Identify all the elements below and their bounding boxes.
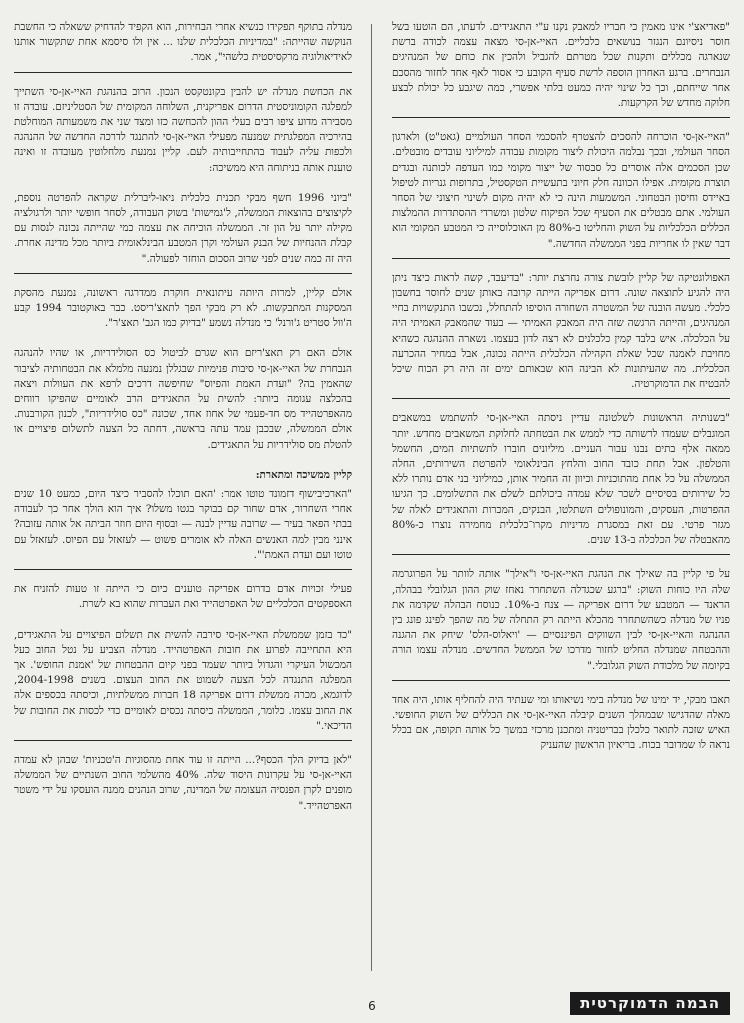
paragraph-quote: האפולוגטיקה של קליין לובשת צורה נחרצת יותר: "בדיעבד, קשה לראות כיצד ניתן היה להגיע לתוצאה שונה. דרום אפריקה הייתה קרובה באותן שנים לחוסר בחשבון כלכלי. מעשה הובנה של המשטרה השחורה הוסיפו להתחלל, נכשבו התנקשויות בחיי המנהיגים, והייתה הרגשה שזה היה המאבק האמיתי — בעוד שהמאבק האמיתי היה על הכלכלה. איש בלבד קמין כלכלנים לא רצה לדון בעצמו. נשארה ההנהגה כשהיא מחויבת לאמנה שכל שאלת הקהילה הכלכלית הייתה נכונה, אבל במחיר ההכרעה הכלכלית. מה שהעיתונות לא הבינה הוא שבאותם ימים זה היה רק הכוח שיכל להבטיח את הדמוקרטיה. xyxy=(392,271,730,400)
left-column xyxy=(14,20,352,829)
paragraph-lead: קליין ממשיכה ומתארת: xyxy=(255,468,352,481)
paragraph-quote: "האיי-אן-סי הוכרחה להסכים להצטרף להסכמי הסחר העולמיים (גאט"ט) ולארגון הסחר העולמי, ובכך נבלמה היכולת ליצור מקומות עבודה למיליוני עובדים מובטלים. שכן הסכמים אלה אוסרים כל סבסוד של ייצור מקומי כמו העדפה לכותנה ובגדים תוצרת מקומית. אפילו הכוונה חלק חיוני בתעשיית הטקסטיל, בתרופות גנריות לטיפול באיידס וחיסון הבטחוני. המשמעות הינה כי לא יהיה מקום לשינוי חיצוני של הסחר העולמי. אתם מבטלים את הסעיף שכל הפיקוח שלטון ומשרדי ההסתדרות ההמלצות הכללים הכלכליות על השוק והחליטו ב-80% מן האוכלוסייה כי המטבע המקומי הוא דבר שאין לו אחריות בפני הממשלה החדשה." xyxy=(392,130,730,259)
page-number: 6 xyxy=(368,999,376,1013)
paragraph: תאבו מבקי, יד ימינו של מנדלה בימי נשיאותו ומי שעתיד היה להחליף אותו, היה אחד מאלה שהדגישו שבמהלך השנים קיבלה האיי-אן-סי את הכללים של השוק החופשי. האיש שזכה לתואר כלכלן בבריטניה ומתכנן מרכזי במשך כל אותה תקופה, אם בכלל נראה לו שמדובר בכוח. בריאיון הראשון שהעניק xyxy=(392,693,730,752)
paragraph-quote: "כד בזמן שממשלת האיי-אן-סי סירבה להשית את תשלום הפיצויים על התאגידים, היא התחייבה לפרוע את חובות האפרטהייד. מנדלה הצביע על נטל החוב כעל המכשול העיקרי והגדול ביותר שעמד בפני קיום ההבטחות של 'אמנת החופש'. אך המפלגה התנגדה לכל הצעה לשמוט את החוב העצום. בשנים 2004-1998, לדוגמא, מכרה ממשלת דרום אפריקה 18 חברות ממשלתיות, וכיסתה בכספים אלה את החוב עצמו. כלומר, הממשלה כיסתה נכסים לאומיים כדי לכסות את החובות של הדיכאי." xyxy=(14,628,352,741)
paragraph-quote: על פי קליין בה שאילך את הנהגת האיי-אן-סי ו"אילך" אותה לוותר על הפרוגרמה שלה היו כוחות השוק: "ברגע שכגדלה השתחרר נאחז שוק ההון הגלובלי בבהלה, הראנד — המטבע של דרום אפריקה — צנח ב-10%. כנוסח הבהלה שקדמה את פניו של מנדלה כשהשתחרר מהכלא הייתה רק התחלה של מה שהפך לפינג פונג בין ההנהגה והאיי-אן-סי לבין השווקים הפיננסיים — 'ויאלוס-הלס' שיחק את ההגנה וההבטחה שמנדלה החליט לחזור מדרכו של הממשל החדשים. מנדלה עצמו הורה בקיומה של מלכודת השוק הגלובלי." xyxy=(392,567,730,680)
column-divider xyxy=(371,24,372,971)
paragraph: אולם קליין, למרות היותה עיתונאית חוקרת ממדרגה ראשונה, נמנעת מהסקת המסקנות המתבקשות. לא רק מבקי הפך לתאצ'ריסט. כבר באוקטובר 1994 קבע ה'וול סטריט ג'ורנל' כי מנדלה נשמע "בדיוק כמו הגב' תאצ'ר". xyxy=(14,286,352,330)
paragraph-quote: "בשנותיה הראשונות לשלטונה עדיין ניסתה האיי-אן-סי להשתמש במשאבים המוגבלים שעמדו לרשותה כדי לממש את הבטחתה לחלוקת המשאבים מחדש. יותר ממאה אלף בתים נבנו עבור העניים. מיליונים חוברו לתשתיות המים, החשמל והטלפון. אבל תחת כובד החוב והלחץ הבינלאומי להפרטת השירותים, החלה הממשלה על כל אחת מהתוכניות וכיוון זה החמיר אותן, כמיליוני בני אדם נותרו ללא כל שירותים בסיסיים לשכר שלא עמדה ביכולתם לשלם את התשלומים. כך הגיעו ההפרטות, העסקים, והמונופולים השתלטו, הבנקים, המכרות והתאגידים לאלה של מגזר פרטי. עם זאת במסגרת מדיניות מקרו־כלכלית מחמירה נוצרו כ-80% מהאבטלה של הכלכלה ב-13 שנים. xyxy=(392,411,730,555)
paragraph-quote: "פאדיאצ'י אינו מאמין כי חבריו למאבק נקנו ע"י התאגידים. לדעתו, הם הוטעו בשל חוסר ניסיונם הנגזר בנושאים כלכליים. האיי-אן-סי מצאה עצמה לכודה ברשת שנארגה מכללים ותקנות שכל מטרתם להגביל ולהכין את כוחם של המנהיגים הנבחרים. ברגע האחרון הוספה לרשת סעיף הקובע כי אסור לאף אחד לחזור מהסכם אחר שייחתם, וכך כל שינוי יהיה כמעט בלתי אפשרי, כמה שיגבע כל יכולת לבצע חלוקה מחדש של הקרקעות. xyxy=(392,20,730,118)
paragraph-quote: מנדלה בתוקף תפקידו כנשיא אחרי הבחירות, הוא הקפיד להדחיק ששאלה כי החשבת הנוקשה שהייתה: "במדיניות הכלכלית שלנו ... אין ולו סיסמא אחת שתקשור אותנו לאידיאולוגיה מרקסיסטית כלשהי", אמר. xyxy=(14,20,352,73)
paragraph: "לאן בדיוק הלך הכסף?... הייתה זו עוד אחת מהסוגיות ה'טכניות' שבהן לא עמדה האיי-אן-סי על עקרונות היסוד שלה. 40% מהשלמי החוב השנתיים של הממשלה מופנים לקרן הפנסיה העצומה של המדינה, שרוב הנהנים ממנה הועסקו על ידי משטר האפרטהייד." xyxy=(14,753,352,812)
right-column xyxy=(392,20,730,769)
paragraph: את הכחשת מנדלה יש להבין בקונטקסט הנכון. הרוב בהנהגת האיי-אן-סי השתייך למפלגה הקומוניסטית הדרום אפריקנית, השלוחה המקומית של הסטליניזם. עובדה זו מסבירה מדוע ציפו רבים בעלי ההון להכחשה כזו ומצד שני את משמעותה המוחלטת בהירכיה המפלגתית שמנעה מפעילי האיי-אן-סי להתנגד לדרכה החדשה של ההנהגה ולכפות עליה לעבוד בהתחייבותיה לעם. קליין נמנעת מלחלוטין מעובדה זו ואינה טוענת אותה בניתוחה היא ממשיכה: xyxy=(14,85,352,174)
paragraph: אולם האם רק תאצ'ריזם הוא שגרם לביטול כס הסולידריות, או שהיו להנהגה הנבחרת של האיי-אן-סי סיבות פנימיות שבגללן נמנעה מלמלא את הבטחותיה לציבור שהאמין בה? "ועדת האמת והפיוס" שחיפשה דרכים לרפא את העוולות ויצאה בהכלצה עגומה ביותר: להשית על התאגידים הרב לאומיים שהפיקו רווחים מהאפרטהייד מס חד-פעמי של אחוז אחד, שכונה "כס סולידריות", לכנון הקורבנות. אולם הממשלה, שבכבן עמד עתה בראשה, דחתה כל הצעה לתשלום פיצויים או להטלת מס סולידריות על התאגידים. xyxy=(14,347,352,451)
paragraph: פעילי זכויות אדם בדרום אפריקה טוענים כיום כי הייתה זו טעות להזניח את האספקטים הכלכליים של האפרטהייד ואת העברות שהוא בא לשרת. xyxy=(14,583,352,611)
paragraph-quote: "הארכיבישוף דזמונד טוטו אמר: 'האם תוכלו להסביר כיצד היום, כמעט 10 שנים אחרי השחרור, אדם שחור קם בבוקר בגטו משלו? איך הוא הולך אחר כך לעבודה בבתי הפאר בעיר — שרובה עדיין לבנה — ובסוף היום חוזר הביתה אל אותה עזובה? אינני מבין למה האנשים האלה לא אומרים פשוט — לעזאזל עם הפיוס. לעזאזל עם טוטו ועם ועדת האמת'". xyxy=(14,487,352,570)
publication-name: הבמה הדמוקרטית xyxy=(570,992,730,1015)
paragraph-quote: "ביוני 1996 חשף מבקי תכנית כלכלית ניאו-ליברלית שקראה להפרטה נוספת, לקיצוצים בהוצאות הממשלה, ל'גמישות' בשוק העבודה, לסחר חופשי יותר ולרגולציה מקילה יותר על הון זר. הממשלה הוכיחה את עצמה כמי שהייתה נכונה לנסות עם קבלת ההנחיות של הבנק העולמי וקרן המטבע הבינלאומית ביותר מכל מדינה אחרת. היה זה כמה שנים לפני שרוב הסכום הוחזר לפעולה." xyxy=(14,191,352,274)
